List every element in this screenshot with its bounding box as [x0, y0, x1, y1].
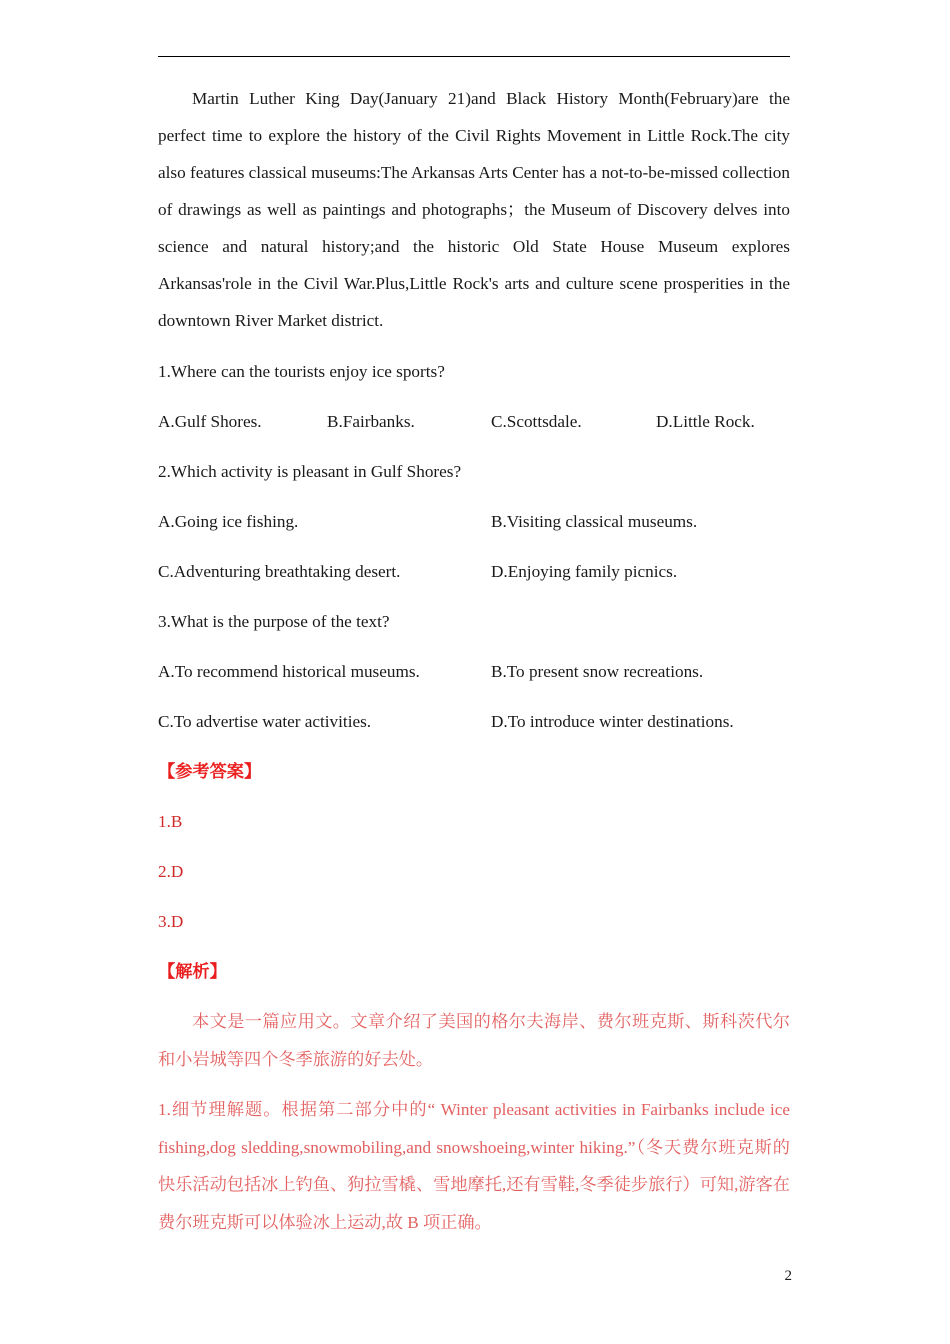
option-1-a[interactable]: A.Gulf Shores. — [158, 412, 262, 431]
answer-item-1: 1.B — [158, 812, 183, 831]
spacer — [158, 940, 790, 953]
answer-item-2: 2.D — [158, 862, 184, 881]
question-2-options-row-1 — [158, 503, 790, 540]
spacer — [158, 990, 790, 1003]
option-2-a[interactable]: A.Going ice fishing. — [158, 512, 299, 531]
option-3-c[interactable]: C.To advertise water activities. — [158, 712, 372, 731]
spacer — [158, 339, 790, 353]
answer-item-3: 3.D — [158, 912, 184, 931]
question-3-stem: 3.What is the purpose of the text? — [158, 612, 390, 631]
spacer — [158, 540, 790, 553]
analysis-heading: 【解析】 — [158, 962, 227, 981]
question-3-options-row-2 — [158, 703, 790, 740]
option-2-b[interactable]: B.Visiting classical museums. — [491, 512, 698, 531]
analysis-item-1: 1.细节理解题。根据第二部分中的“ Winter pleasant activities in Fairbanks include ice fishing,dog sledding,snowmobiling,and snowshoeing,winter hiking.”（冬天费尔班克斯的快乐活动包括冰上钓鱼、狗拉雪橇、雪地摩托,还有雪鞋,冬季徒步旅行）可知,游客在费尔班克斯可以体验冰上运动,故 B 项正确。 — [158, 1100, 790, 1232]
question-3-options-row-1 — [158, 653, 790, 690]
header-rule — [158, 56, 790, 57]
spacer — [158, 840, 790, 853]
option-2-d[interactable]: D.Enjoying family picnics. — [491, 562, 678, 581]
question-1-stem: 1.Where can the tourists enjoy ice sports? — [158, 362, 445, 381]
spacer — [158, 740, 790, 753]
spacer — [158, 690, 790, 703]
question-2-options-row-2 — [158, 553, 790, 590]
option-2-c[interactable]: C.Adventuring breathtaking desert. — [158, 562, 401, 581]
option-1-c[interactable]: C.Scottsdale. — [491, 412, 582, 431]
option-1-b[interactable]: B.Fairbanks. — [327, 412, 415, 431]
question-2-stem: 2.Which activity is pleasant in Gulf Shores? — [158, 462, 462, 481]
analysis-summary: 本文是一篇应用文。文章介绍了美国的格尔夫海岸、费尔班克斯、斯科茨代尔和小岩城等四个冬季旅游的好去处。 — [158, 1012, 790, 1069]
spacer — [158, 890, 790, 903]
spacer — [158, 440, 790, 453]
option-3-b[interactable]: B.To present snow recreations. — [491, 662, 704, 681]
question-1-options — [158, 403, 790, 440]
spacer — [158, 790, 790, 803]
option-3-a[interactable]: A.To recommend historical museums. — [158, 662, 420, 681]
page-number: 2 — [784, 1268, 792, 1284]
option-3-d[interactable]: D.To introduce winter destinations. — [491, 712, 734, 731]
answer-key-heading: 【参考答案】 — [158, 762, 262, 781]
page-content — [158, 80, 790, 1241]
passage-paragraph: Martin Luther King Day(January 21)and Black History Month(February)are the perfect time to explore the history of the Civil Rights Movement in Little Rock.The city also features classical museums:The Arkansas Arts Center has a not-to-be-missed collection of drawings as well as paintings and photographs；the Museum of Discovery delves into science and natural history;and the historic Old State House Museum explores Arkansas'role in the Civil War.Plus,Little Rock's arts and culture scene prosperities in the downtown River Market district. — [158, 89, 790, 330]
option-1-d[interactable]: D.Little Rock. — [656, 412, 755, 431]
spacer — [158, 590, 790, 603]
spacer — [158, 640, 790, 653]
spacer — [158, 1078, 790, 1091]
spacer — [158, 390, 790, 403]
spacer — [158, 490, 790, 503]
